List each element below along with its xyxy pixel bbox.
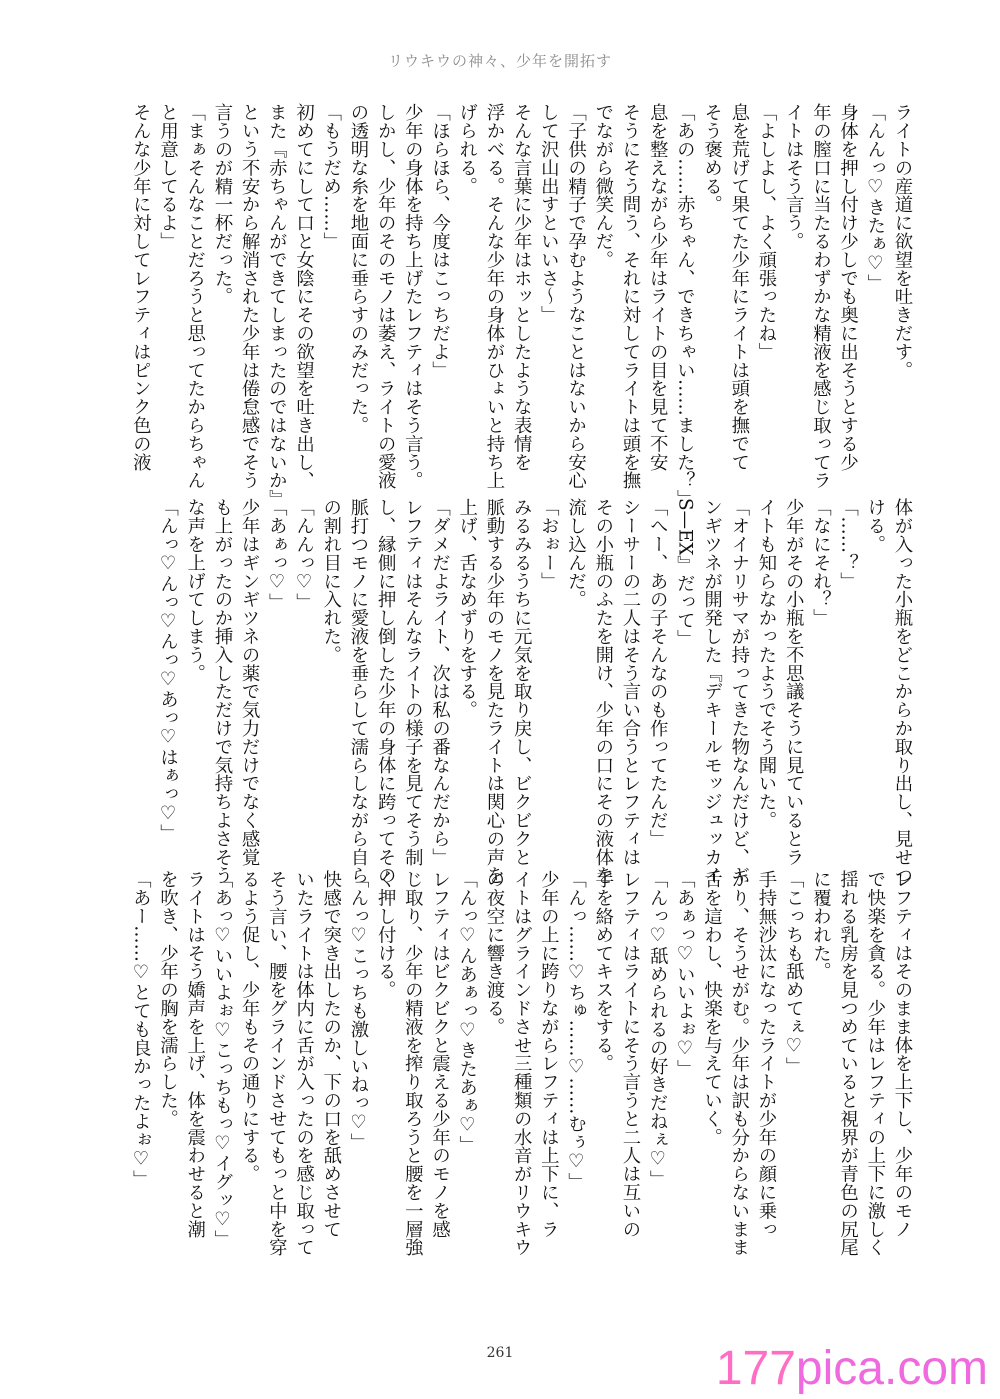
running-header: リウキウの神々、少年を開拓す — [387, 52, 612, 70]
text-line: じ取り、少年の精液を搾り取ろうと腰を一層強 — [402, 870, 424, 1257]
text-block-upper — [130, 103, 916, 508]
text-line: イトも知らなかったようでそう聞いた。 — [755, 498, 777, 830]
text-line: レフティはそのまま体を上下し、少年のモノ — [892, 870, 913, 1238]
text-line: 少年の身体を持ち上げたレフティはそう言う。 — [402, 103, 424, 490]
text-line: 手持無沙汰になったライトが少年の顔に乗っ — [755, 870, 777, 1238]
text-line: 身体を押し付け少しでも奥に出そうとする少 — [837, 103, 859, 471]
text-line: 少年はギンギツネの薬で気力だけでなく感覚 — [239, 498, 261, 866]
text-line: イトはグラインドさせ三種類の水音がリウキウ — [511, 870, 533, 1257]
text-line: という不安から解消された少年は倦怠感でそう — [239, 103, 261, 490]
text-line: レフティはそんなライトの様子を見てそう制 — [402, 498, 424, 866]
text-line: 「よしよし、よく頑張ったね」 — [755, 103, 777, 361]
text-line: レフティはライトにそう言うと二人は互いの — [619, 870, 641, 1238]
text-line: イトはそう言う。 — [783, 103, 805, 251]
text-line: そう褒める。 — [701, 103, 723, 214]
text-block-lower — [130, 870, 916, 1257]
text-line: に覆われた。 — [810, 870, 832, 981]
text-line: 舌を這わし、快楽を与えていく。 — [701, 870, 723, 1146]
text-line: ライトの産道に欲望を吐きだす。 — [892, 103, 913, 379]
text-line: 「んんっ♡きたぁ♡」 — [864, 103, 886, 293]
text-line: の透明な糸を地面に垂らすのみだった。 — [347, 103, 369, 435]
text-line: 「あー……♡とても良かったよぉ♡」 — [130, 870, 152, 1188]
text-line: 「あぁっ♡いいよぉ♡」 — [674, 870, 696, 1078]
text-line: 揺れる乳房を見つめていると視界が青色の尻尾 — [837, 870, 859, 1257]
text-line: しかし、少年のそのモノは萎え、ライトの愛液 — [375, 103, 397, 490]
text-line: 体が入った小瓶をどこからか取り出し、見せつ — [892, 498, 913, 885]
text-line: 「んっ♡舐められるの好きだねぇ♡」 — [647, 870, 669, 1188]
text-line: ライトはそう嬌声を上げ、体を震わせると潮 — [184, 870, 206, 1238]
text-line: 「こっちも舐めてぇ♡」 — [783, 870, 805, 1075]
text-line: の割れ目に入れた。 — [320, 498, 342, 664]
text-line: いたライトは体内に舌が入ったのを感じ取って — [293, 870, 315, 1257]
text-line: 言うのが精一杯だった。 — [211, 103, 233, 306]
text-line: 流し込んだ。 — [565, 498, 587, 609]
text-block-middle — [157, 498, 916, 885]
text-line: 年の膣口に当たるわずかな精液を感じ取ってラ — [810, 103, 832, 490]
text-line: 「んっ♡んあぁっ♡きたあぁ♡」 — [456, 870, 478, 1154]
text-line: 息を荒げて果てた少年にライトは頭を撫でて — [728, 103, 750, 471]
text-line: 浮かべる。そんな少年の身体がひょいと持ち上 — [483, 103, 505, 490]
text-line: 少年の上に跨りながらレフティは上下に、ラ — [538, 870, 560, 1238]
text-line: ンギツネが開発した『デキールモッジュッカイ — [701, 498, 723, 885]
watermark-digits: 177 — [715, 1342, 796, 1395]
text-line: し、縁側に押し倒した少年の身体に跨ってその — [375, 498, 397, 885]
text-line: 「へー、あの子そんなのも作ってたんだ」 — [647, 498, 669, 848]
text-line: げられる。 — [456, 103, 478, 195]
text-line: 「もうだめ……」 — [320, 103, 342, 251]
text-line: 脈打つモノに愛液を垂らして濡らしながら自ら — [347, 498, 369, 885]
text-line: で快楽を貪る。少年はレフティの上下に激しく — [864, 870, 886, 1257]
text-line: を吹き、少年の胸を濡らした。 — [157, 870, 179, 1128]
text-line: 「あっ♡いいよぉ♡こっちもっ♡イグッ♡」 — [211, 870, 233, 1249]
text-line: 「……？」 — [837, 498, 859, 590]
text-line: かり、そうせがむ。少年は訳も分からないまま — [728, 870, 750, 1257]
text-line: 手を絡めてキスをする。 — [592, 870, 614, 1073]
text-line: 「んっ……♡ちゅ……♡……むぅ♡」 — [565, 870, 587, 1191]
text-line: 少年がその小瓶を不思議そうに見ているとラ — [783, 498, 805, 866]
text-line: 「子供の精子で孕むようなことはないから安心 — [565, 103, 587, 490]
text-line: 「まぁそんなことだろうと思ってたからちゃん — [184, 103, 206, 490]
text-line: その小瓶のふたを開け、少年の口にその液体を — [592, 498, 614, 885]
text-line: 「おぉー」 — [538, 498, 560, 590]
text-line: そう言い、腰をグラインドさせてもっと中を穿 — [266, 870, 288, 1257]
watermark-word: pica.com — [795, 1342, 988, 1395]
text-line: でながら微笑んだ。 — [592, 103, 614, 269]
text-line: 初めてにして口と女陰にその欲望を吐き出し、 — [293, 103, 315, 490]
page-number: 261 — [486, 1345, 514, 1361]
text-line: また『赤ちゃんができてしまったのではないか』 — [266, 103, 288, 508]
text-line: S—EX』だって」 — [674, 498, 696, 648]
text-line: 「ほらほら、今度はこっちだよ」 — [429, 103, 451, 379]
text-line: レフティはビクビクと震える少年のモノを感 — [429, 870, 451, 1238]
text-line: と用意してるよ」 — [157, 103, 179, 251]
text-line: そんな言葉に少年はホッとしたような表情を — [511, 103, 533, 471]
watermark — [715, 1342, 988, 1395]
text-line: そうにそう問う、それに対してライトは頭を撫 — [619, 103, 641, 490]
text-line: 「あの……赤ちゃん、できちゃい……ました？」 — [674, 103, 696, 508]
text-line: 脈動する少年のモノを見たライトは関心の声を — [483, 498, 505, 885]
text-line: も上がったのか挿入しただけで気持ちよさそう — [211, 498, 233, 885]
text-line: るよう促し、少年もその通りにする。 — [239, 870, 261, 1183]
text-line: みるみるうちに元気を取り戻し、ビクビクと — [511, 498, 533, 866]
text-line: の夜空に響き渡る。 — [483, 870, 505, 1036]
text-line: 「なにそれ？」 — [810, 498, 832, 627]
text-line: シーサーの二人はそう言い合うとレフティは — [619, 498, 641, 866]
text-line: 「ダメだよライト、次は私の番なんだから」 — [429, 498, 451, 866]
text-line: な声を上げてしまう。 — [184, 498, 206, 682]
text-line: 「んっ♡んっ♡んっ♡あっ♡はぁっ♡」 — [157, 498, 179, 843]
text-line: 快感で突き出したのか、下の口を舐めさせて — [320, 870, 342, 1238]
text-line: 「んっ♡こっちも激しいねっ♡」 — [347, 870, 369, 1152]
text-line: そんな少年に対してレフティはピンク色の液 — [130, 103, 152, 471]
text-line: 「あぁっ♡」 — [266, 498, 288, 611]
text-line: く押し付ける。 — [375, 870, 397, 999]
text-line: 息を整えながら少年はライトの目を見て不安 — [647, 103, 669, 471]
text-line: ける。 — [864, 498, 886, 554]
text-line: 「オイナリサマが持ってきた物なんだけど、ギ — [728, 498, 750, 885]
text-line: 「んんっ♡」 — [293, 498, 315, 611]
text-line: 上げ、舌なめずりをする。 — [456, 498, 478, 719]
text-line: して沢山出すといいさ～」 — [538, 103, 560, 324]
